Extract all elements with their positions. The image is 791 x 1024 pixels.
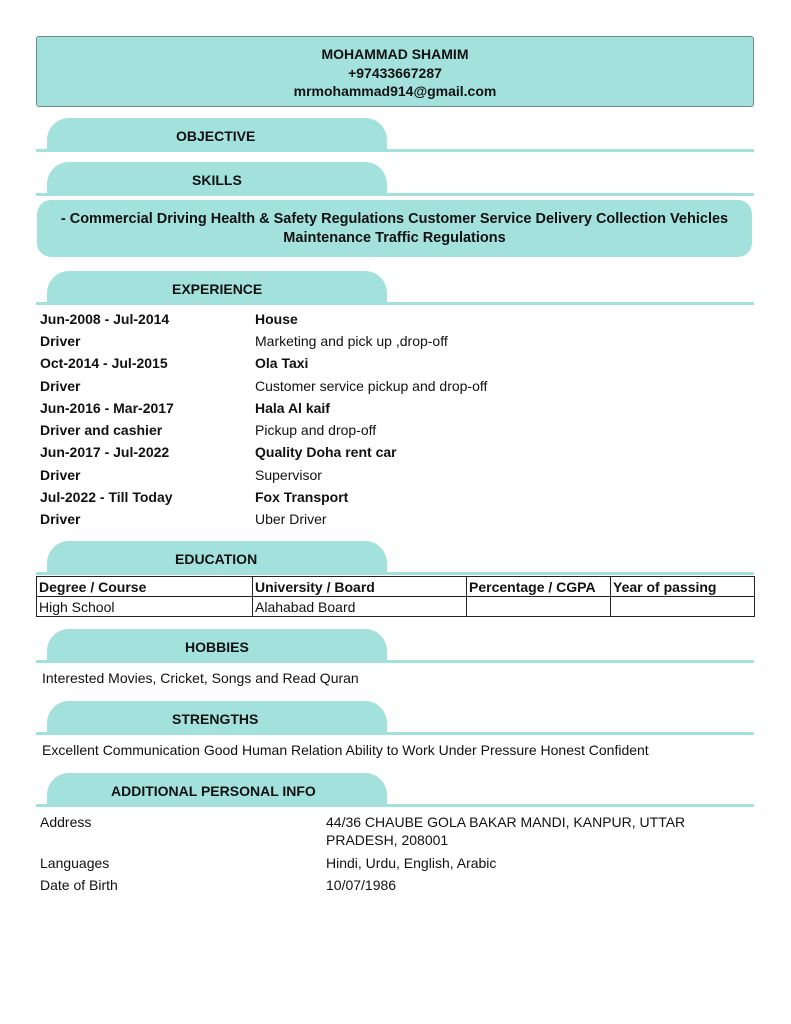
objective-divider <box>36 149 754 152</box>
skills-box <box>37 200 752 257</box>
experience-description: Uber Driver <box>255 511 327 527</box>
experience-role: Driver <box>40 511 81 527</box>
skills-heading: SKILLS <box>192 172 242 188</box>
dob-label: Date of Birth <box>40 877 118 893</box>
education-section-tab <box>47 541 387 573</box>
education-cell: Alahabad Board <box>253 597 467 617</box>
experience-divider <box>36 302 754 305</box>
education-divider <box>36 572 754 575</box>
experience-role: Driver <box>40 467 81 483</box>
experience-dates: Jun-2008 - Jul-2014 <box>40 311 170 327</box>
experience-company: Hala Al kaif <box>255 400 330 416</box>
skills-divider <box>36 193 754 196</box>
dob-value: 10/07/1986 <box>326 877 397 893</box>
experience-role: Driver <box>40 333 81 349</box>
experience-company: Ola Taxi <box>255 355 309 371</box>
experience-heading: EXPERIENCE <box>172 281 263 297</box>
experience-company: Quality Doha rent car <box>255 444 397 460</box>
contact-header <box>36 36 754 107</box>
additional-info-heading: ADDITIONAL PERSONAL INFO <box>111 783 316 799</box>
address-value: 44/36 CHAUBE GOLA BAKAR MANDI, KANPUR, UTTAR PRADESH, 208001 <box>326 814 686 848</box>
hobbies-section-tab <box>47 629 387 661</box>
strengths-text: Excellent Communication Good Human Relation Ability to Work Under Pressure Honest Confident <box>42 742 649 758</box>
education-cell: High School <box>37 597 253 617</box>
education-heading: EDUCATION <box>175 551 258 567</box>
education-table-header-row <box>37 577 755 597</box>
experience-company: Fox Transport <box>255 489 349 505</box>
additional-info-section-tab <box>47 773 387 805</box>
experience-role: Driver <box>40 378 81 394</box>
languages-value: Hindi, Urdu, English, Arabic <box>326 855 497 871</box>
strengths-heading: STRENGTHS <box>172 711 259 727</box>
objective-heading: OBJECTIVE <box>176 128 256 144</box>
hobbies-heading: HOBBIES <box>185 639 249 655</box>
experience-section-tab <box>47 271 387 303</box>
education-table-row <box>37 597 755 617</box>
languages-label: Languages <box>40 855 110 871</box>
education-column-header: Year of passing <box>611 577 755 597</box>
experience-description: Customer service pickup and drop-off <box>255 378 488 394</box>
education-table <box>36 576 755 617</box>
education-column-header: University / Board <box>253 577 467 597</box>
experience-description: Marketing and pick up ,drop-off <box>255 333 448 349</box>
education-column-header: Degree / Course <box>37 577 253 597</box>
experience-description: Supervisor <box>255 467 322 483</box>
candidate-phone: +97433667287 <box>348 64 442 81</box>
experience-dates: Jun-2017 - Jul-2022 <box>40 444 170 460</box>
education-cell <box>467 597 611 617</box>
hobbies-divider <box>36 660 754 663</box>
hobbies-text: Interested Movies, Cricket, Songs and Read Quran <box>42 670 359 686</box>
education-cell <box>611 597 755 617</box>
address-label: Address <box>40 814 92 830</box>
education-column-header: Percentage / CGPA <box>467 577 611 597</box>
candidate-name: MOHAMMAD SHAMIM <box>321 46 469 62</box>
skills-section-tab <box>47 162 387 194</box>
candidate-email: mrmohammad914@gmail.com <box>293 83 497 99</box>
experience-dates: Jun-2016 - Mar-2017 <box>40 400 174 416</box>
experience-description: Pickup and drop-off <box>255 422 377 438</box>
experience-dates: Oct-2014 - Jul-2015 <box>40 355 168 371</box>
objective-section-tab <box>47 118 387 150</box>
experience-company: House <box>255 311 298 327</box>
strengths-section-tab <box>47 701 387 733</box>
experience-dates: Jul-2022 - Till Today <box>40 489 173 505</box>
strengths-divider <box>36 732 754 735</box>
additional-info-divider <box>36 804 754 807</box>
experience-role: Driver and cashier <box>40 422 163 438</box>
skills-text: - Commercial Driving Health & Safety Regulations Customer Service Delivery Collection Vehicles Maintenance Traffic Regulations <box>60 211 729 246</box>
